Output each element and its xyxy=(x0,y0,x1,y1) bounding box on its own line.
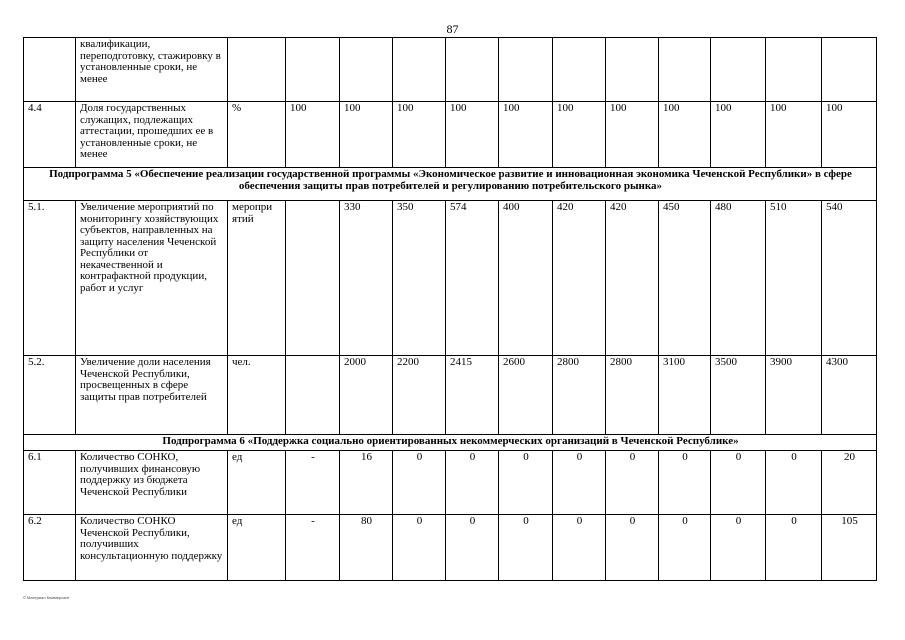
value-cell: 0 xyxy=(659,515,711,581)
section-row xyxy=(24,435,877,451)
indicator-name: Увеличение мероприятий по мониторингу хозяйствующих субъектов, направленных на защиту населения Чеченской Республики от некачественной и контрафактной продукции, работ и услуг xyxy=(76,201,228,356)
base-value-cell xyxy=(286,201,340,356)
value-cell: 4300 xyxy=(822,356,877,435)
value-cell: 100 xyxy=(606,102,659,168)
subprogram-title: Подпрограмма 6 «Поддержка социально ориентированных некоммерческих организаций в Чеченской Республике» xyxy=(24,435,877,451)
value-cell: 100 xyxy=(553,102,606,168)
value-cell: 0 xyxy=(446,515,499,581)
table-row xyxy=(24,451,877,515)
value-cell: 0 xyxy=(659,451,711,515)
value-cell: 330 xyxy=(340,201,393,356)
value-cell: 100 xyxy=(446,102,499,168)
table-row xyxy=(24,356,877,435)
section-row xyxy=(24,168,877,201)
value-cell xyxy=(393,38,446,102)
value-cell: 0 xyxy=(499,515,553,581)
value-cell: 100 xyxy=(393,102,446,168)
value-cell: 2415 xyxy=(446,356,499,435)
value-cell: 2800 xyxy=(606,356,659,435)
value-cell: 2200 xyxy=(393,356,446,435)
row-id xyxy=(24,38,76,102)
value-cell: 540 xyxy=(822,201,877,356)
unit-cell: ед xyxy=(228,515,286,581)
base-value-cell: - xyxy=(286,451,340,515)
base-value-cell xyxy=(286,38,340,102)
value-cell: 420 xyxy=(553,201,606,356)
value-cell: 0 xyxy=(711,451,766,515)
value-cell: 0 xyxy=(606,451,659,515)
value-cell: 0 xyxy=(499,451,553,515)
value-cell: 0 xyxy=(393,451,446,515)
indicator-name: квалификации, переподготовку, стажировку в установленные сроки, не менее xyxy=(76,38,228,102)
row-id: 6.1 xyxy=(24,451,76,515)
value-cell: 0 xyxy=(446,451,499,515)
value-cell: 80 xyxy=(340,515,393,581)
value-cell: 420 xyxy=(606,201,659,356)
unit-cell xyxy=(228,38,286,102)
indicator-name: Количество СОНКО, получивших финансовую поддержку из бюджета Чеченской Республики xyxy=(76,451,228,515)
indicators-table xyxy=(23,37,877,581)
value-cell: 100 xyxy=(822,102,877,168)
table-row xyxy=(24,102,877,168)
value-cell: 105 xyxy=(822,515,877,581)
unit-cell: чел. xyxy=(228,356,286,435)
value-cell: 3500 xyxy=(711,356,766,435)
value-cell: 100 xyxy=(340,102,393,168)
value-cell: 100 xyxy=(766,102,822,168)
footer-note: © Материал Коммерсант xyxy=(23,595,70,600)
value-cell: 0 xyxy=(766,515,822,581)
indicator-name: Увеличение доли населения Чеченской Республики, просвещенных в сфере защиты прав потребителей xyxy=(76,356,228,435)
base-value-cell: - xyxy=(286,515,340,581)
unit-cell: % xyxy=(228,102,286,168)
table-row xyxy=(24,515,877,581)
row-id: 5.1. xyxy=(24,201,76,356)
value-cell xyxy=(766,38,822,102)
value-cell xyxy=(499,38,553,102)
value-cell xyxy=(711,38,766,102)
value-cell: 20 xyxy=(822,451,877,515)
base-value-cell: 100 xyxy=(286,102,340,168)
value-cell: 574 xyxy=(446,201,499,356)
row-id: 4.4 xyxy=(24,102,76,168)
value-cell: 2800 xyxy=(553,356,606,435)
value-cell: 0 xyxy=(766,451,822,515)
subprogram-title: Подпрограмма 5 «Обеспечение реализации государственной программы «Экономическое развитие и инновационная экономика Чеченской Республики» в сфере обеспечения защиты прав потребителей и регулированию потребительского рынка» xyxy=(24,168,877,201)
table-row xyxy=(24,201,877,356)
value-cell: 2000 xyxy=(340,356,393,435)
value-cell: 2600 xyxy=(499,356,553,435)
value-cell: 0 xyxy=(553,515,606,581)
value-cell: 0 xyxy=(393,515,446,581)
value-cell: 16 xyxy=(340,451,393,515)
row-id: 5.2. xyxy=(24,356,76,435)
indicator-name: Количество СОНКО Чеченской Республики, получивших консультационную поддержку xyxy=(76,515,228,581)
value-cell: 480 xyxy=(711,201,766,356)
value-cell: 400 xyxy=(499,201,553,356)
table-row xyxy=(24,38,877,102)
value-cell xyxy=(446,38,499,102)
value-cell: 3900 xyxy=(766,356,822,435)
value-cell: 0 xyxy=(606,515,659,581)
page-number: 87 xyxy=(446,22,459,36)
value-cell: 0 xyxy=(553,451,606,515)
row-id: 6.2 xyxy=(24,515,76,581)
value-cell xyxy=(659,38,711,102)
unit-cell: меропри ятий xyxy=(228,201,286,356)
base-value-cell xyxy=(286,356,340,435)
value-cell xyxy=(606,38,659,102)
value-cell: 510 xyxy=(766,201,822,356)
value-cell: 100 xyxy=(499,102,553,168)
value-cell xyxy=(340,38,393,102)
value-cell xyxy=(553,38,606,102)
value-cell xyxy=(822,38,877,102)
indicator-name: Доля государственных служащих, подлежащих аттестации, прошедших ее в установленные сроки, не менее xyxy=(76,102,228,168)
value-cell: 0 xyxy=(711,515,766,581)
unit-cell: ед xyxy=(228,451,286,515)
value-cell: 3100 xyxy=(659,356,711,435)
value-cell: 450 xyxy=(659,201,711,356)
value-cell: 100 xyxy=(659,102,711,168)
value-cell: 350 xyxy=(393,201,446,356)
value-cell: 100 xyxy=(711,102,766,168)
